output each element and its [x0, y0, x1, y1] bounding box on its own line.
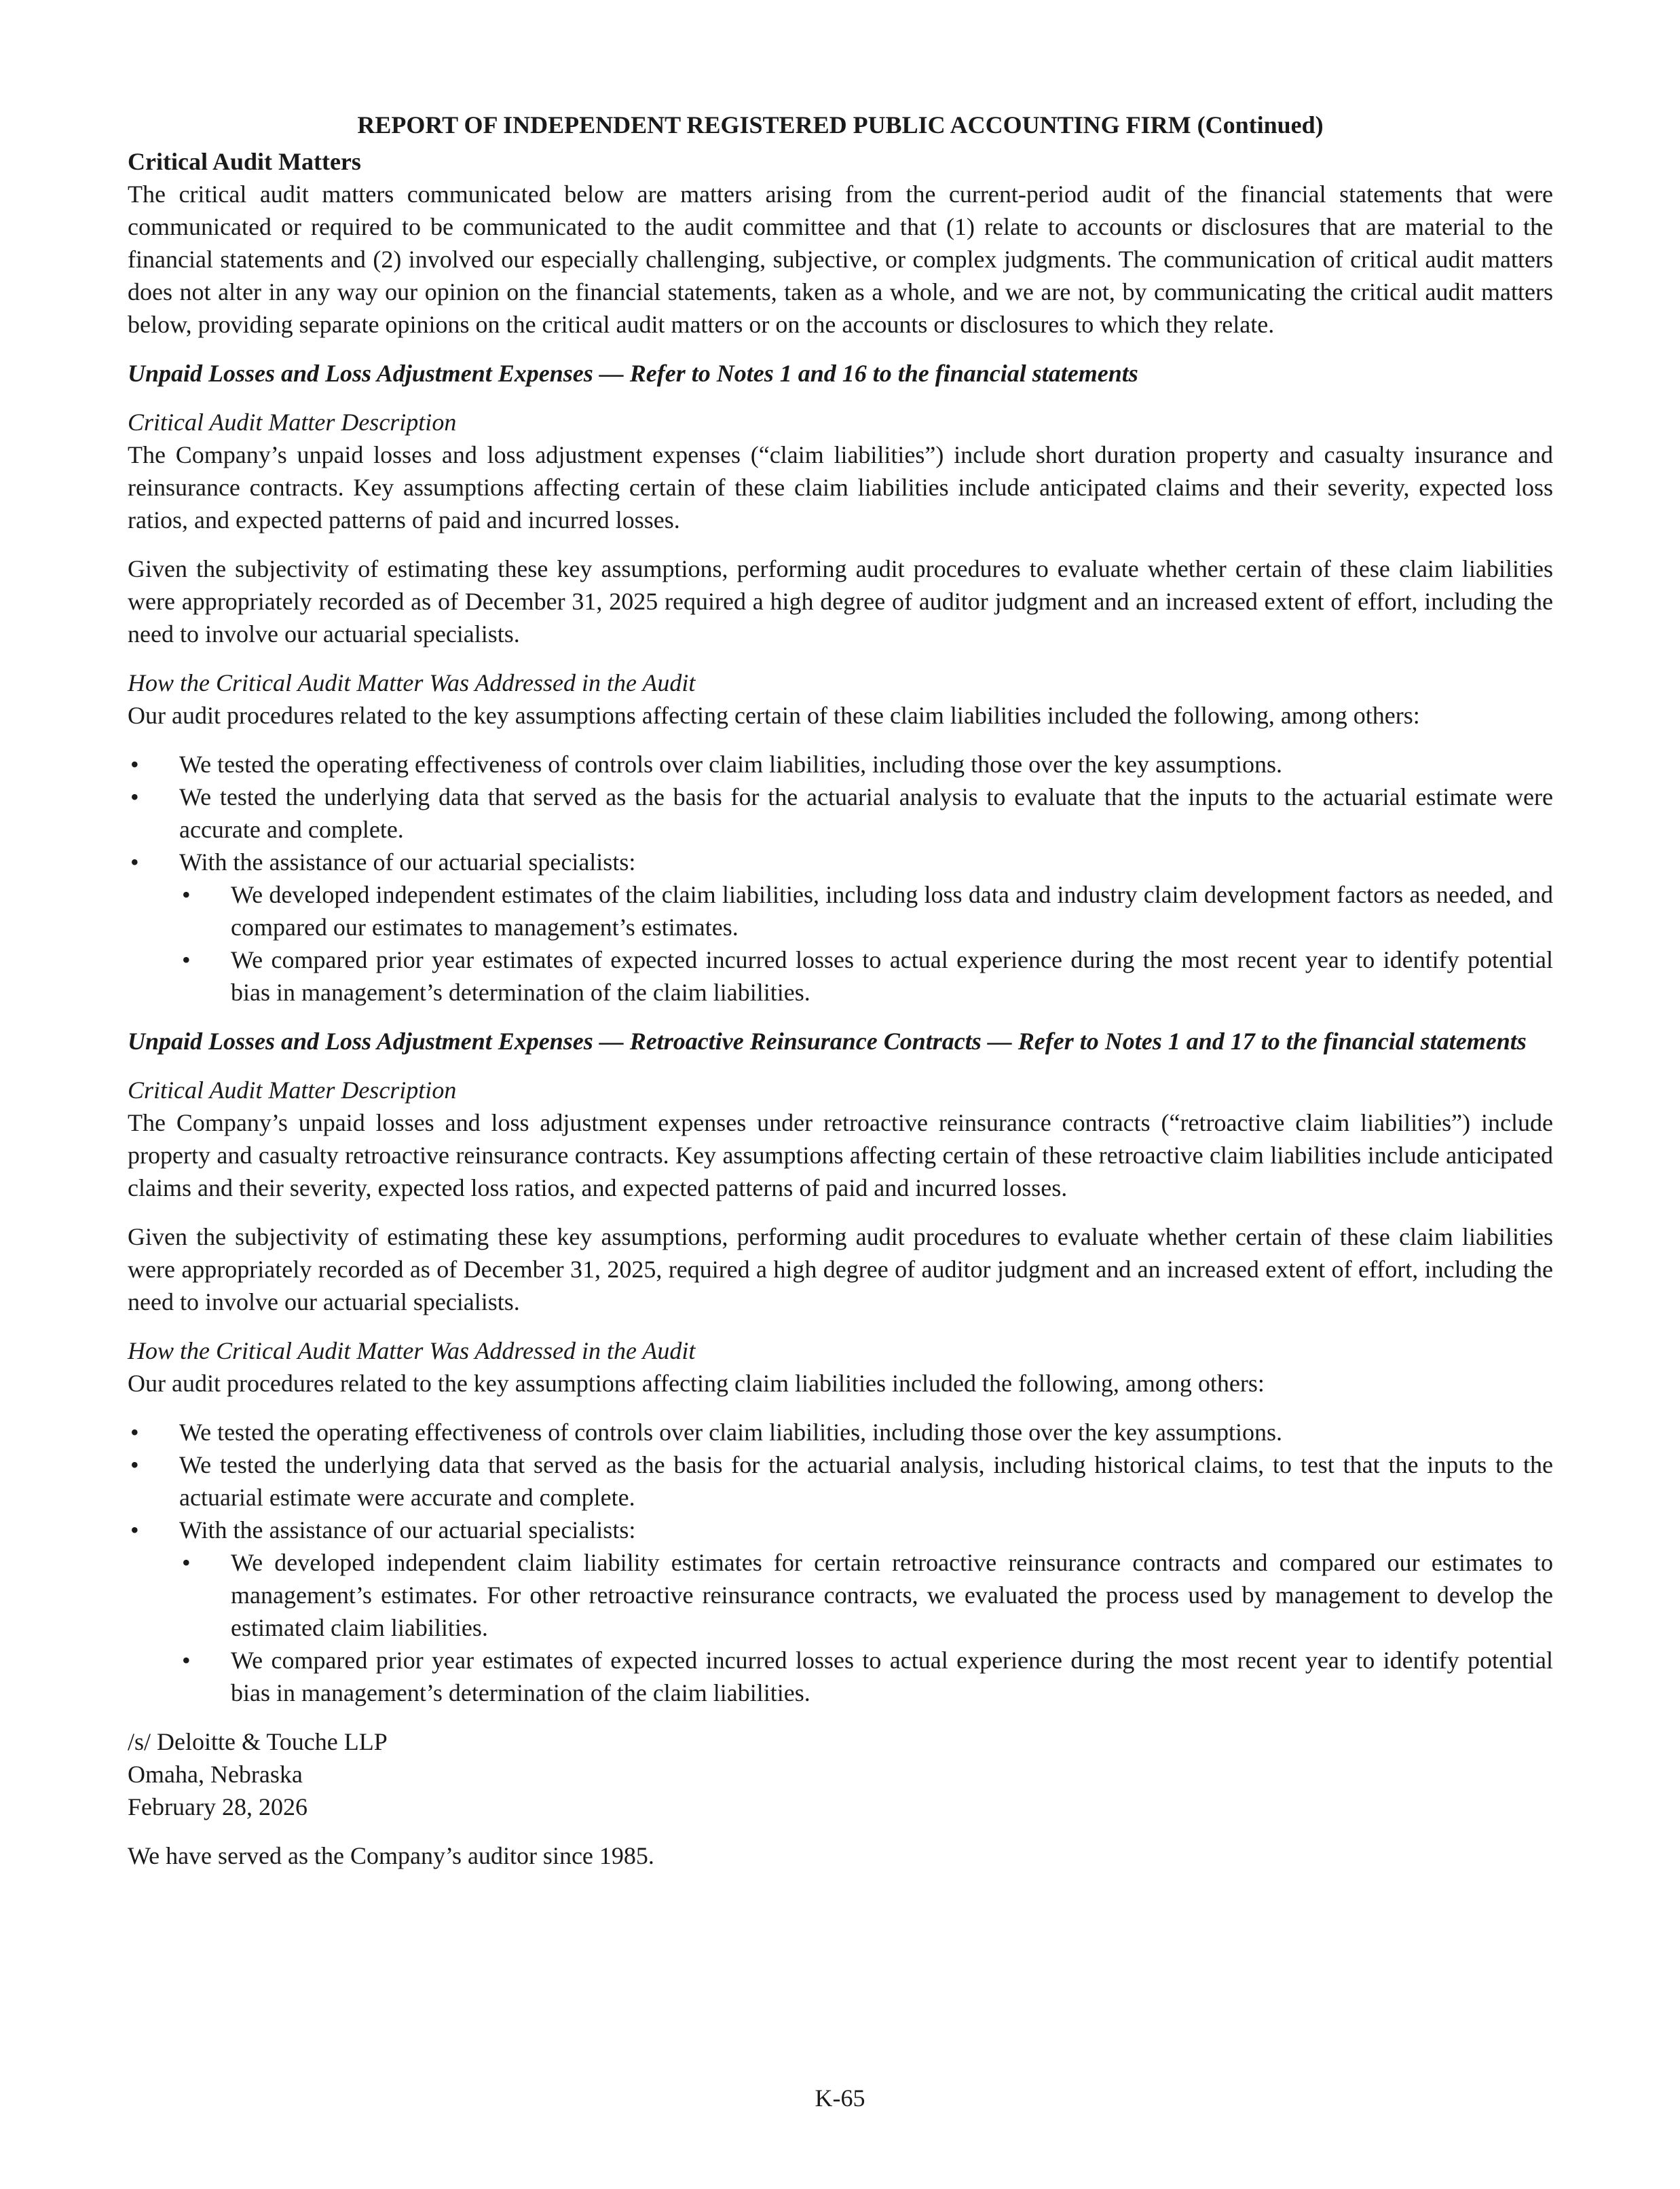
section2-addr-intro: Our audit procedures related to the key assumptions affecting claim liabilities included the following, among others: — [128, 1370, 1265, 1397]
list-item: • We compared prior year estimates of expected incurred losses to actual experience during the most recent year to identify potential bias in management’s determination of the claim liabilities. — [179, 1644, 1553, 1709]
section1-bullet-list — [128, 748, 1553, 1009]
section2-bullet-list — [128, 1416, 1553, 1709]
list-item: • We developed independent claim liability estimates for certain retroactive reinsurance contracts and compared our estimates to management’s estimates. For other retroactive reinsurance contracts, we evaluated the process used by management to develop the estimated claim liabilities. — [179, 1546, 1553, 1644]
section1-sub-bullet-list — [179, 878, 1553, 1009]
section2-heading: Unpaid Losses and Loss Adjustment Expenses — Retroactive Reinsurance Contracts — Refer to Notes 1 and 17 to the financial statements — [128, 1028, 1527, 1055]
section1-desc-label: Critical Audit Matter Description — [128, 409, 457, 436]
signature-date: February 28, 2026 — [128, 1793, 307, 1820]
cam-heading: Critical Audit Matters — [128, 148, 361, 175]
section1-addr-intro: Our audit procedures related to the key assumptions affecting certain of these claim liabilities included the following, among others: — [128, 702, 1420, 729]
report-title: REPORT OF INDEPENDENT REGISTERED PUBLIC ACCOUNTING FIRM (Continued) — [357, 111, 1324, 138]
list-item: • We developed independent estimates of the claim liabilities, including loss data and industry claim development factors as needed, and compared our estimates to management’s estimates. — [179, 878, 1553, 943]
section2-desc-label: Critical Audit Matter Description — [128, 1077, 457, 1104]
list-item: • We tested the underlying data that served as the basis for the actuarial analysis to evaluate that the inputs to the actuarial estimate were accurate and complete. — [128, 781, 1553, 846]
section2-desc-p1: The Company’s unpaid losses and loss adjustment expenses under retroactive reinsurance contracts (“retroactive claim liabilities”) include property and casualty retroactive reinsurance contracts. Key assumptions affecting certain of these retroactive claim liabilities include anticipated claims and their severity, expected loss ratios, and expected patterns of paid and incurred losses. — [128, 1109, 1553, 1201]
list-item: • We tested the operating effectiveness of controls over claim liabilities, including those over the key assumptions. — [128, 748, 1553, 781]
page-number: K-65 — [815, 2084, 865, 2112]
list-item: • With the assistance of our actuarial specialists: • We developed independent claim liability estimates for certain retroactive reinsurance contracts and compared our estimates to management’s estimates. For other retroactive reinsurance contracts, we evaluated the process used by management to develop the estimated claim liabilities. • We compared prior year estimates of expected incurred losses to actual experience during the most recent year to identify potential bias in management’s determination of the claim liabilities. — [128, 1514, 1553, 1709]
list-item: • We compared prior year estimates of expected incurred losses to actual experience during the most recent year to identify potential bias in management’s determination of the claim liabilities. — [179, 943, 1553, 1009]
section1-addr-label: How the Critical Audit Matter Was Addressed in the Audit — [128, 669, 696, 696]
auditor-tenure: We have served as the Company’s auditor since 1985. — [128, 1842, 654, 1869]
section1-desc-p2: Given the subjectivity of estimating these key assumptions, performing audit procedures to evaluate whether certain of these claim liabilities were appropriately recorded as of December 31, 2025 required a high degree of auditor judgment and an increased extent of effort, including the need to involve our actuarial specialists. — [128, 555, 1553, 648]
section1-desc-p1: The Company’s unpaid losses and loss adjustment expenses (“claim liabilities”) include short duration property and casualty insurance and reinsurance contracts. Key assumptions affecting certain of these claim liabilities include anticipated claims and their severity, expected loss ratios, and expected patterns of paid and incurred losses. — [128, 441, 1553, 534]
signature-firm: /s/ Deloitte & Touche LLP — [128, 1728, 388, 1755]
section2-desc-p2: Given the subjectivity of estimating these key assumptions, performing audit procedures to evaluate whether certain of these claim liabilities were appropriately recorded as of December 31, 2025, required a high degree of auditor judgment and an increased extent of effort, including the need to involve our actuarial specialists. — [128, 1223, 1553, 1315]
signature-location: Omaha, Nebraska — [128, 1761, 303, 1788]
list-item: • With the assistance of our actuarial specialists: • We developed independent estimates of the claim liabilities, including loss data and industry claim development factors as needed, and compared our estimates to management’s estimates. • We compared prior year estimates of expected incurred losses to actual experience during the most recent year to identify potential bias in management’s determination of the claim liabilities. — [128, 846, 1553, 1009]
report-page — [128, 109, 1553, 1888]
signature-block — [128, 1725, 1553, 1823]
cam-intro: The critical audit matters communicated below are matters arising from the current-period audit of the financial statements that were communicated or required to be communicated to the audit committee and that (1) relate to accounts or disclosures that are material to the financial statements and (2) involved our especially challenging, subjective, or complex judgments. The communication of critical audit matters does not alter in any way our opinion on the financial statements, taken as a whole, and we are not, by communicating the critical audit matters below, providing separate opinions on the critical audit matters or on the accounts or disclosures to which they relate. — [128, 181, 1553, 338]
list-item: • We tested the operating effectiveness of controls over claim liabilities, including those over the key assumptions. — [128, 1416, 1553, 1448]
section2-sub-bullet-list — [179, 1546, 1553, 1709]
list-item: • We tested the underlying data that served as the basis for the actuarial analysis, including historical claims, to test that the inputs to the actuarial estimate were accurate and complete. — [128, 1448, 1553, 1514]
section1-heading: Unpaid Losses and Loss Adjustment Expenses — Refer to Notes 1 and 16 to the financial statements — [128, 360, 1138, 387]
section2-addr-label: How the Critical Audit Matter Was Addressed in the Audit — [128, 1337, 696, 1364]
